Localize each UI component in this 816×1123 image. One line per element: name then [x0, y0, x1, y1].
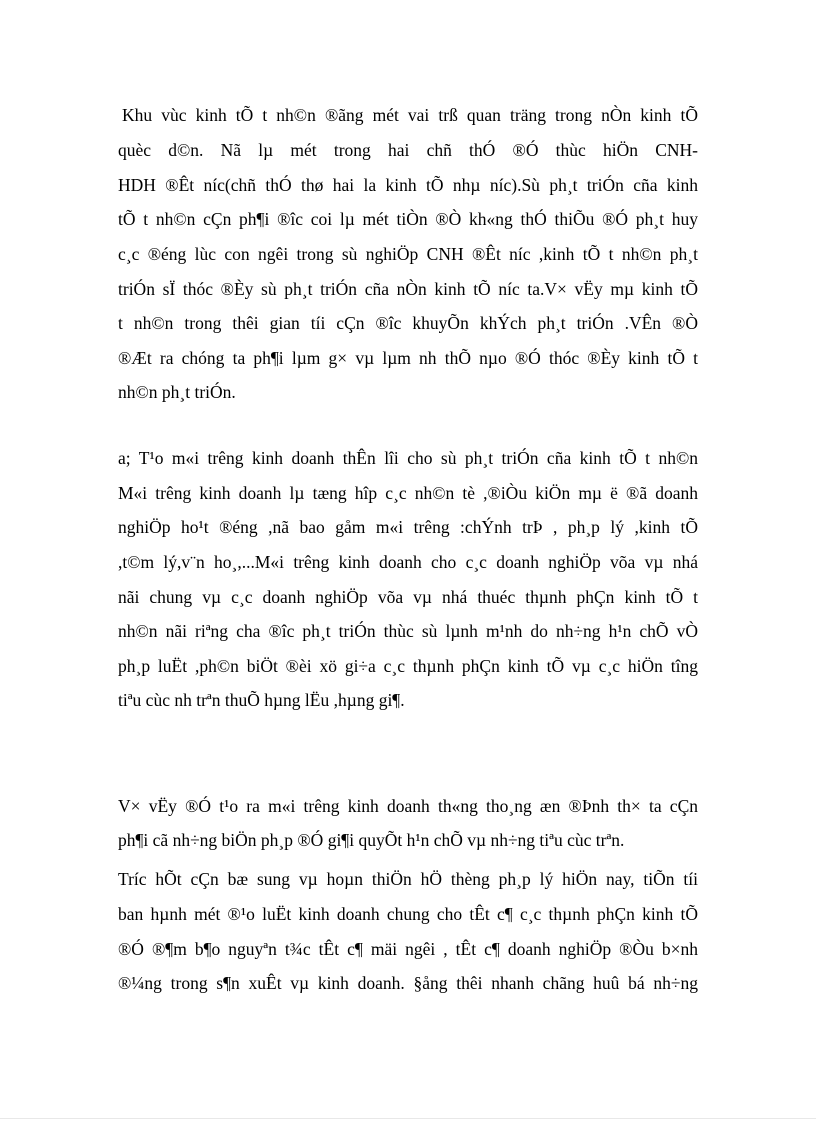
text-line: ,t©m lý,v¨n ho¸,...M«i trêng kinh doanh cho c¸c doanh nghiÖp võa vµ nhá [118, 552, 698, 572]
text-line: c¸c ®éng lùc con ngêi trong sù nghiÖp CNH ®Êt níc ,kinh tÕ t nh©n ph¸t [118, 244, 698, 264]
text-line: nh©n ph¸t triÓn. [118, 382, 236, 402]
text-line: tiªu cùc nh trªn thuÕ hµng lËu ,hµng gi¶. [118, 690, 405, 710]
text-line: nghiÖp ho¹t ®éng ,nã bao gåm m«i trêng :chÝnh trÞ , ph¸p lý ,kinh tÕ [118, 517, 698, 537]
text-line: a; T¹o m«i trêng kinh doanh thÊn lîi cho sù ph¸t triÓn cña kinh tÕ t nh©n [118, 448, 698, 468]
text-line: HDH ®Êt níc(chñ thÓ thø hai la kinh tÕ nhµ níc).Sù ph¸t triÓn cña kinh [118, 175, 698, 195]
text-line: triÓn sÏ thóc ®Èy sù ph¸t triÓn cña nÒn kinh tÕ níc ta.V× vËy mµ kinh tÕ [118, 279, 698, 299]
text-line: t nh©n trong thêi gian tíi cÇn ®îc khuyÕn khÝch ph¸t triÓn .VÊn ®Ò [118, 313, 698, 333]
text-line: ®¼ng trong s¶n xuÊt vµ kinh doanh. §ång thêi nhanh chãng huû bá nh÷ng [118, 973, 698, 993]
text-line: ph¶i cã nh÷ng biÖn ph¸p ®Ó gi¶i quyÕt h¹n chÕ vµ nh÷ng tiªu cùc trªn. [118, 830, 625, 850]
page-bottom-edge [0, 1118, 816, 1119]
text-line: nãi chung vµ c¸c doanh nghiÖp võa vµ nhá thuéc thµnh phÇn kinh tÕ t [118, 587, 698, 607]
text-line: ban hµnh mét ®¹o luËt kinh doanh chung cho tÊt c¶ c¸c thµnh phÇn kinh tÕ [118, 904, 698, 924]
text-line: ph¸p luËt ,ph©n biÖt ®èi xö gi÷a c¸c thµnh phÇn kinh tÕ vµ c¸c hiÖn tîng [118, 656, 698, 676]
text-line: quèc d©n. Nã lµ mét trong hai chñ thÓ ®Ó thùc hiÖn CNH- [118, 140, 698, 160]
text-line: M«i trêng kinh doanh lµ tæng hîp c¸c nh©n tè ,®iÒu kiÖn mµ ë ®ã doanh [118, 483, 698, 503]
text-line: V× vËy ®Ó t¹o ra m«i trêng kinh doanh th«ng tho¸ng æn ®Þnh th× ta cÇn [118, 796, 698, 816]
text-line: tÕ t nh©n cÇn ph¶i ®îc coi lµ mét tiÒn ®Ò kh«ng thÓ thiÕu ®Ó ph¸t huy [118, 209, 698, 229]
text-line: ®Ó ®¶m b¶o nguyªn t¾c tÊt c¶ mäi ngêi , tÊt c¶ doanh nghiÖp ®Òu b×nh [118, 939, 698, 959]
text-line: nh©n nãi riªng cha ®îc ph¸t triÓn thùc sù lµnh m¹nh do nh÷ng h¹n chÕ vÒ [118, 621, 698, 641]
text-line: ®Æt ra chóng ta ph¶i lµm g× vµ lµm nh thÕ nµo ®Ó thóc ®Èy kinh tÕ t [118, 348, 698, 368]
text-line: Tríc hÕt cÇn bæ sung vµ hoµn thiÖn hÖ thèng ph¸p lý hiÖn nay, tiÕn tíi [118, 869, 698, 889]
text-line: Khu vùc kinh tÕ t nh©n ®ãng mét vai trß quan träng trong nÒn kinh tÕ [122, 105, 698, 125]
